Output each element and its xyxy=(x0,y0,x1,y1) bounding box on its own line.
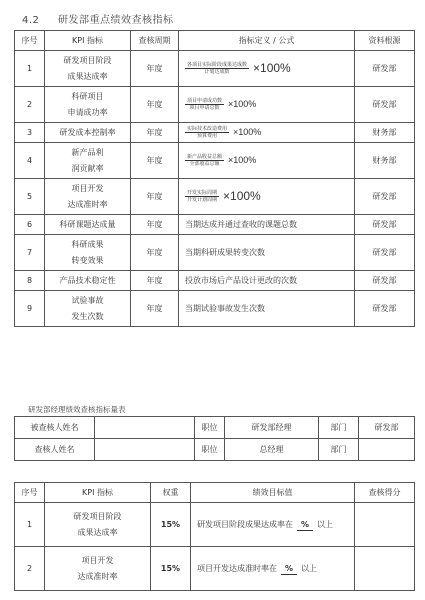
header-weight: 权重 xyxy=(151,483,191,503)
formula-text: 投放市场后产品设计更改的次数 xyxy=(185,275,297,285)
formula-cell xyxy=(179,235,355,271)
row-number: 7 xyxy=(15,235,45,271)
data-source: 研发部 xyxy=(355,51,415,87)
manager-info-table xyxy=(14,416,415,461)
fraction-numerator: 项目申请成功数 xyxy=(187,97,223,104)
times-100-percent: ×100% xyxy=(223,189,261,204)
header-score: 查核得分 xyxy=(355,483,415,503)
score-field[interactable] xyxy=(355,503,415,547)
formula-cell xyxy=(179,271,355,291)
goal-cell xyxy=(191,503,355,547)
fraction xyxy=(185,190,219,204)
row-number: 2 xyxy=(15,87,45,123)
goal-suffix: 以上 xyxy=(301,563,317,573)
kpi-row xyxy=(15,87,415,123)
kpi-name: 项目开发 达成准时率 xyxy=(45,179,131,215)
kpi-name: 研发项目阶段 成果达成率 xyxy=(45,503,151,547)
kpi-row xyxy=(15,179,415,215)
row-number: 1 xyxy=(15,503,45,547)
fraction-denominator: 计划达成数 xyxy=(204,69,230,75)
kpi-row xyxy=(15,143,415,179)
position-label: 职位 xyxy=(195,439,225,461)
formula-text: 当期科研成果转变次数 xyxy=(185,247,265,257)
row-number: 5 xyxy=(15,179,45,215)
dept-label: 部门 xyxy=(319,439,359,461)
appraisee-position: 研发部经理 xyxy=(225,417,319,439)
goal-prefix: 项目开发达成准时率在 xyxy=(197,563,277,573)
manager-sheet-title: 研发部经理绩效查核指标量表 xyxy=(28,405,126,414)
header-kpi: KPI 指标 xyxy=(45,31,131,51)
kpi-name: 产品技术稳定性 xyxy=(45,271,131,291)
fraction-numerator: 实际技术改造费用 xyxy=(187,125,228,132)
kpi-name: 研发成本控制率 xyxy=(45,123,131,143)
kpi-row xyxy=(15,235,415,271)
appraisee-row xyxy=(15,417,415,439)
score-row xyxy=(15,503,415,547)
row-number: 1 xyxy=(15,51,45,87)
review-period: 年度 xyxy=(131,123,179,143)
score-table-header xyxy=(15,483,415,503)
weight: 15% xyxy=(151,547,191,591)
review-period: 年度 xyxy=(131,87,179,123)
kpi-row xyxy=(15,51,415,87)
data-source: 财务部 xyxy=(355,123,415,143)
data-source: 研发部 xyxy=(355,271,415,291)
kpi-row xyxy=(15,123,415,143)
fraction-denominator: 项目申请总数 xyxy=(189,105,220,111)
score-field[interactable] xyxy=(355,547,415,591)
times-100-percent: ×100% xyxy=(228,154,257,165)
kpi-name: 研发项目阶段 成果达成率 xyxy=(45,51,131,87)
appraiser-row xyxy=(15,439,415,461)
data-source: 研发部 xyxy=(355,87,415,123)
formula-cell xyxy=(179,215,355,235)
appraisee-label: 被查核人姓名 xyxy=(15,417,95,439)
kpi-name: 科研课题达成量 xyxy=(45,215,131,235)
kpi-row xyxy=(15,271,415,291)
goal-value-field[interactable]: % xyxy=(297,520,313,531)
score-row xyxy=(15,547,415,591)
data-source: 研发部 xyxy=(355,291,415,327)
goal-value-field[interactable]: % xyxy=(281,564,297,575)
kpi-row xyxy=(15,291,415,327)
kpi-name: 科研成果 转变效果 xyxy=(45,235,131,271)
goal-prefix: 研发项目阶段成果达成率在 xyxy=(197,519,293,529)
fraction xyxy=(185,154,224,168)
appraisee-name-field[interactable] xyxy=(95,417,195,439)
kpi-row xyxy=(15,215,415,235)
fraction-denominator: 全部收益总额 xyxy=(189,161,220,167)
fraction-numerator: 新产品收益总额 xyxy=(187,153,223,160)
data-source: 研发部 xyxy=(355,215,415,235)
appraiser-name-field[interactable] xyxy=(95,439,195,461)
kpi-name: 新产品利 润贡献率 xyxy=(45,143,131,179)
row-number: 4 xyxy=(15,143,45,179)
fraction xyxy=(185,126,229,140)
header-goal: 绩效目标值 xyxy=(191,483,355,503)
review-period: 年度 xyxy=(131,143,179,179)
kpi-table-header xyxy=(15,31,415,51)
review-period: 年度 xyxy=(131,215,179,235)
header-period: 查核周期 xyxy=(131,31,179,51)
review-period: 年度 xyxy=(131,179,179,215)
header-kpi: KPI 指标 xyxy=(45,483,151,503)
score-table xyxy=(14,482,415,591)
times-100-percent: ×100% xyxy=(253,61,291,76)
section-title xyxy=(22,11,174,26)
formula-cell xyxy=(179,179,355,215)
data-source: 研发部 xyxy=(355,179,415,215)
dept-label: 部门 xyxy=(319,417,359,439)
review-period: 年度 xyxy=(131,291,179,327)
row-number: 8 xyxy=(15,271,45,291)
fraction-denominator: 开发计划周期 xyxy=(187,197,218,203)
formula-cell xyxy=(179,87,355,123)
data-source: 研发部 xyxy=(355,235,415,271)
kpi-name: 试验事故 发生次数 xyxy=(45,291,131,327)
weight: 15% xyxy=(151,503,191,547)
formula-cell xyxy=(179,123,355,143)
row-number: 6 xyxy=(15,215,45,235)
formula-text: 当期试验事故发生次数 xyxy=(185,303,265,313)
fraction xyxy=(185,62,249,76)
review-period: 年度 xyxy=(131,51,179,87)
row-number: 2 xyxy=(15,547,45,591)
header-formula: 指标定义 / 公式 xyxy=(179,31,355,51)
fraction-denominator: 预算费用 xyxy=(197,133,218,139)
kpi-name: 项目开发 达成准时率 xyxy=(45,547,151,591)
section-title-text: 研发部重点绩效查核指标 xyxy=(58,15,174,26)
position-label: 职位 xyxy=(195,417,225,439)
fraction-numerator: 开发实际周期 xyxy=(187,189,218,196)
review-period: 年度 xyxy=(131,271,179,291)
appraiser-dept-field[interactable] xyxy=(359,439,415,461)
header-source: 资料根源 xyxy=(355,31,415,51)
fraction xyxy=(185,98,224,112)
section-number: 4.2 xyxy=(22,15,40,26)
formula-cell xyxy=(179,291,355,327)
kpi-table xyxy=(14,30,415,327)
kpi-name: 科研项目 申请成功率 xyxy=(45,87,131,123)
goal-suffix: 以上 xyxy=(317,519,333,529)
row-number: 3 xyxy=(15,123,45,143)
times-100-percent: ×100% xyxy=(233,126,262,137)
formula-cell xyxy=(179,51,355,87)
formula-text: 当期达成并通过查收的课题总数 xyxy=(185,219,297,229)
header-no: 序号 xyxy=(15,483,45,503)
appraiser-label: 查核人姓名 xyxy=(15,439,95,461)
times-100-percent: ×100% xyxy=(228,98,257,109)
data-source: 财务部 xyxy=(355,143,415,179)
review-period: 年度 xyxy=(131,235,179,271)
appraisee-dept: 研发部 xyxy=(359,417,415,439)
goal-cell xyxy=(191,547,355,591)
fraction-numerator: 各项目实际阶段成果达成数 xyxy=(187,61,248,68)
appraiser-position: 总经理 xyxy=(225,439,319,461)
row-number: 9 xyxy=(15,291,45,327)
header-no: 序号 xyxy=(15,31,45,51)
formula-cell xyxy=(179,143,355,179)
